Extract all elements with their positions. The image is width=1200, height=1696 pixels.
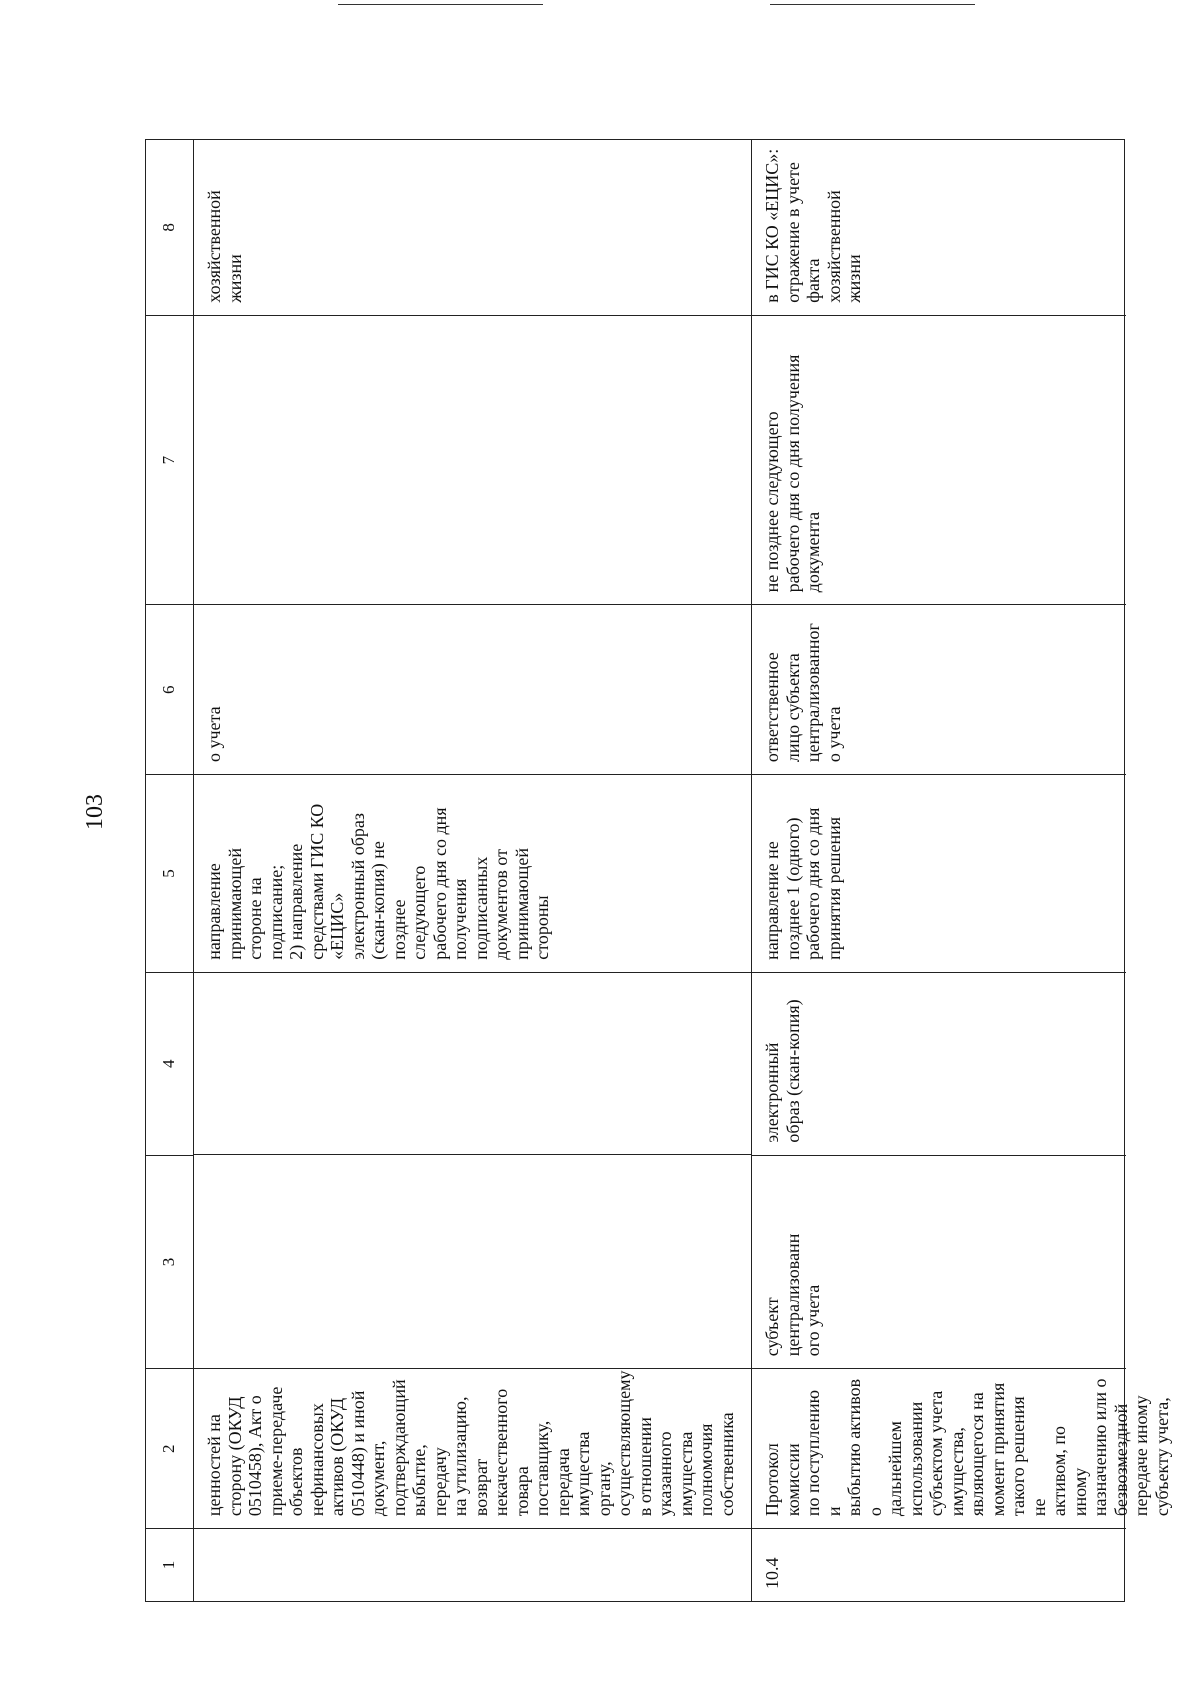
header-cell-6: 6 (146, 604, 193, 774)
header-cell-7: 7 (146, 315, 193, 605)
row2-cell-1: 10.4 (752, 1528, 1126, 1601)
row2-cell-7: не позднее следующего рабочего дня со дня получения документа (752, 315, 1126, 605)
header-cell-1: 1 (146, 1528, 193, 1601)
page-number: 103 (82, 794, 108, 830)
top-rule-left (338, 4, 543, 5)
row1-cell-4 (194, 972, 751, 1155)
row1-cell-2: ценностей на сторону (ОКУД 0510458), Акт о приеме-передаче объектов нефинансовых активов (ОКУД 0510448) и иной документ, подтверждающий выбытие, передачу на утилизацию, возврат некачественного товара поставщику, передача имущества органу, осуществляющему в отношении указанного имущества полномочия собственника (194, 1368, 751, 1528)
table-row (194, 140, 752, 1601)
header-cell-8: 8 (159, 223, 178, 232)
row2-cell-8: в ГИС КО «ЕЦИС»: отражение в учете факта хозяйственной жизни (762, 148, 864, 303)
data-table (145, 139, 1172, 1602)
row1-cell-3 (194, 1154, 751, 1368)
row1-cell-1 (194, 1528, 751, 1601)
header-cell-5: 5 (146, 774, 193, 972)
row1-cell-7 (194, 315, 751, 605)
top-rule-right (770, 4, 975, 5)
row2-cell-3: субъект централизованн ого учета (752, 1155, 1126, 1369)
table-header-row (146, 140, 194, 1601)
row1-cell-5: направление принимающей стороне на подписание; 2) направление средствами ГИС КО «ЕЦИС» электронный образ (скан-копия) не позднее следующего рабочего дня со дня получения подписанных документов от принимающей стороны (194, 774, 751, 972)
row1-cell-6: о учета (194, 604, 751, 774)
header-cell-4: 4 (146, 972, 193, 1155)
row2-cell-5: направление не позднее 1 (одного) рабочего дня со дня принятия решения (752, 774, 1126, 972)
header-cell-2: 2 (146, 1368, 193, 1528)
row2-cell-2: Протокол комиссии по поступлению и выбытию активов о дальнейшем использовании субъектом учета имущества, являющегося на момент принятия такого решения не активом, по иному назначению или о безвозмездной передаче иному субъекту учета, (752, 1368, 1126, 1528)
header-cell-3: 3 (146, 1155, 193, 1369)
row2-cell-6: ответственное лицо субъекта централизованног о учета (752, 604, 1126, 774)
row1-cell-8: хозяйственной жизни (204, 190, 245, 303)
row2-cell-4: электронный образ (скан-копия) (752, 972, 1126, 1155)
table-row (752, 140, 1172, 1601)
